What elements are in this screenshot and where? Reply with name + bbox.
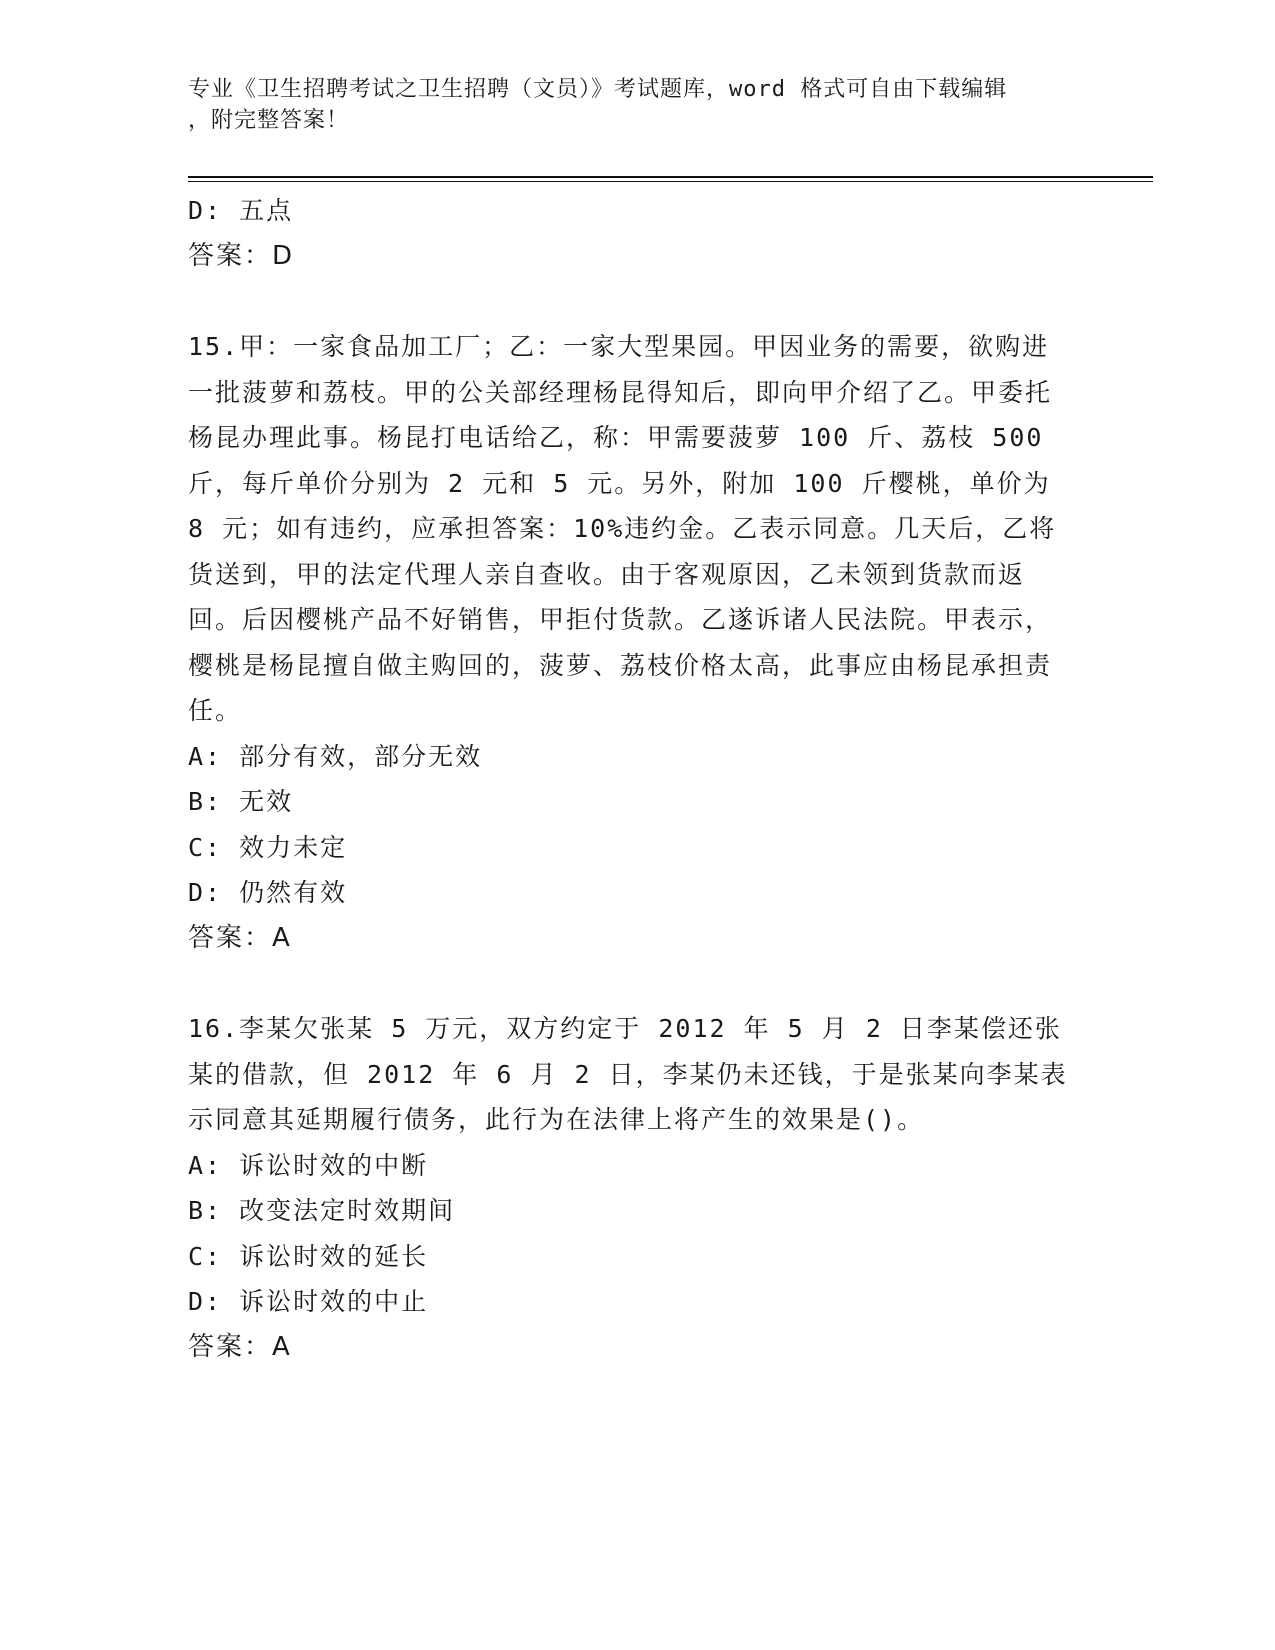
header-divider-thick <box>188 176 1153 178</box>
q14-option-d: D: 五点 <box>188 196 294 225</box>
q16-option-a: A: 诉讼时效的中断 <box>188 1150 429 1180</box>
q15-option-d: D: 仍然有效 <box>188 878 348 907</box>
header-line-2: ，附完整答案！ <box>188 108 350 133</box>
question-15 <box>188 324 1068 961</box>
q15-option-b: B: 无效 <box>188 787 294 816</box>
q15-answer: 答案：A <box>188 922 292 953</box>
q14-answer: 答案：D <box>188 240 295 271</box>
spacer <box>188 961 1068 1006</box>
header-divider-thin <box>188 181 1153 182</box>
q16-option-d: D: 诉讼时效的中止 <box>188 1287 429 1316</box>
question-16 <box>188 1006 1068 1370</box>
header-line-1: 专业《卫生招聘考试之卫生招聘（文员）》考试题库，word 格式可自由下载编辑 <box>188 77 1008 102</box>
page-header <box>188 74 1068 136</box>
q15-option-a: A: 部分有效，部分无效 <box>188 741 483 771</box>
q16-stem: 16.李某欠张某 5 万元，双方约定于 2012 年 5 月 2 日李某偿还张某的借款，但 2012 年 6 月 2 日，李某仍未还钱，于是张某向李某表示同意其延期履行债务，此行为在法律上将产生的效果是()。 <box>188 1014 1068 1134</box>
q16-option-b: B: 改变法定时效期间 <box>188 1196 456 1225</box>
q16-answer: 答案：A <box>188 1331 292 1362</box>
q15-option-c: C: 效力未定 <box>188 832 348 862</box>
question-content <box>188 188 1068 1370</box>
spacer <box>188 279 1068 324</box>
q15-stem: 15.甲：一家食品加工厂；乙：一家大型果园。甲因业务的需要，欲购进一批菠萝和荔枝。甲的公关部经理杨昆得知后，即向甲介绍了乙。甲委托杨昆办理此事。杨昆打电话给乙，称：甲需要菠萝 100 斤、荔枝 500 斤，每斤单价分别为 2 元和 5 元。另外，附加 100 斤樱桃，单价为 8 元；如有违约，应承担答案：10%违约金。乙表示同意。几天后，乙将货送到，甲的法定代理人亲自查收。由于客观原因，乙未领到货款而返回。后因樱桃产品不好销售，甲拒付货款。乙遂诉诸人民法院。甲表示，樱桃是杨昆擅自做主购回的，菠萝、荔枝价格太高，此事应由杨昆承担责任。 <box>188 332 1057 725</box>
q16-option-c: C: 诉讼时效的延长 <box>188 1241 429 1271</box>
question-14-tail <box>188 188 1068 279</box>
